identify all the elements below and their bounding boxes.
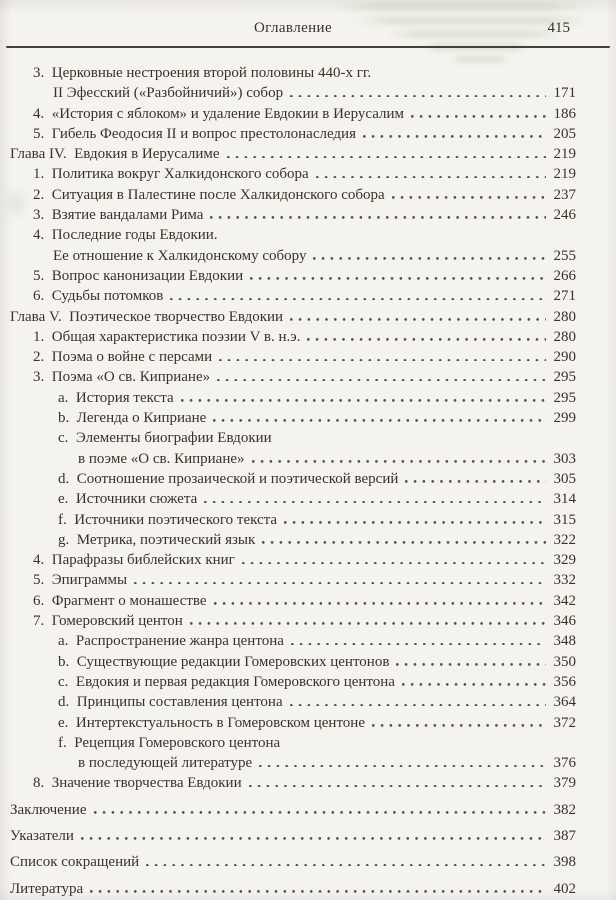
toc-entry-title: Литература bbox=[10, 880, 84, 897]
toc-entry-title: c. Евдокия и первая редакция Гомеровского центона bbox=[58, 673, 395, 690]
toc-entry bbox=[10, 408, 576, 428]
dot-leader bbox=[291, 643, 546, 646]
toc-line bbox=[33, 63, 576, 83]
toc-entry bbox=[10, 307, 576, 327]
dot-leader bbox=[210, 216, 546, 219]
toc-line bbox=[33, 185, 576, 205]
toc-line bbox=[33, 124, 576, 144]
toc-entry bbox=[10, 773, 576, 793]
toc-entry-title: 8. Значение творчества Евдокии bbox=[33, 775, 242, 792]
toc-entry bbox=[10, 800, 576, 820]
toc-line bbox=[33, 550, 576, 570]
dot-leader bbox=[213, 419, 546, 422]
folio-page-number: 415 bbox=[547, 20, 570, 36]
toc-line bbox=[33, 286, 576, 306]
dot-leader bbox=[134, 582, 546, 585]
dot-leader bbox=[219, 359, 546, 362]
toc-entry-title: Заключение bbox=[10, 801, 87, 818]
toc-entry bbox=[10, 591, 576, 611]
toc-page-number: 364 bbox=[553, 694, 576, 711]
toc-line bbox=[58, 530, 576, 550]
toc-entry-title: Глава IV. Евдокия в Иерусалиме bbox=[10, 146, 220, 163]
toc-page-number: 290 bbox=[553, 349, 576, 366]
toc-entry-title: f. Рецепция Гомеровского центона bbox=[58, 734, 281, 751]
dot-leader bbox=[262, 541, 546, 544]
toc-entry bbox=[10, 428, 576, 469]
toc-line bbox=[33, 225, 576, 245]
toc-entry bbox=[10, 388, 576, 408]
toc-page-number: 219 bbox=[553, 146, 576, 163]
toc-page-number: 305 bbox=[553, 470, 576, 487]
toc-entry-title: b. Легенда о Киприане bbox=[58, 410, 207, 427]
toc-entry bbox=[10, 652, 576, 672]
dot-leader bbox=[405, 480, 546, 483]
toc-page-number: 314 bbox=[553, 491, 576, 508]
dot-leader bbox=[290, 95, 546, 98]
toc-line bbox=[58, 469, 576, 489]
toc-page-number: 205 bbox=[553, 125, 576, 142]
toc-entry bbox=[10, 530, 576, 550]
toc-entry bbox=[10, 469, 576, 489]
toc-line bbox=[58, 672, 576, 692]
dot-leader bbox=[290, 318, 546, 321]
toc-entry-title: Список сокращений bbox=[10, 854, 140, 871]
toc-entry bbox=[10, 144, 576, 164]
dot-leader bbox=[396, 663, 546, 666]
toc-line bbox=[33, 104, 576, 124]
toc-page-number: 186 bbox=[553, 105, 576, 122]
dot-leader bbox=[81, 837, 546, 840]
dot-leader bbox=[290, 704, 546, 707]
toc-entry-title: a. История текста bbox=[58, 389, 174, 406]
toc-entry-title: в последующей литературе bbox=[78, 755, 253, 772]
toc-entry-title: 5. Гибель Феодосия II и вопрос престолонаследия bbox=[33, 125, 356, 142]
toc-line bbox=[58, 713, 576, 733]
toc-line bbox=[33, 773, 576, 793]
dot-leader bbox=[252, 460, 546, 463]
toc-page-number: 329 bbox=[553, 552, 576, 569]
toc-entry bbox=[10, 63, 576, 104]
toc-entry bbox=[10, 489, 576, 509]
toc-page-number: 271 bbox=[553, 288, 576, 305]
dot-leader bbox=[392, 196, 546, 199]
toc-page-number: 295 bbox=[553, 389, 576, 406]
toc-entry bbox=[10, 713, 576, 733]
toc-page-number: 372 bbox=[553, 714, 576, 731]
toc-line bbox=[33, 83, 576, 103]
toc-entry-title: 4. Парафразы библейских книг bbox=[33, 552, 235, 569]
toc-entry bbox=[10, 347, 576, 367]
toc-line bbox=[58, 408, 576, 428]
toc-entry-title: 2. Ситуация в Палестине после Халкидонского собора bbox=[33, 186, 385, 203]
toc-page-number: 266 bbox=[553, 267, 576, 284]
toc-entry-title: II Эфесский («Разбойничий») собор bbox=[53, 85, 284, 102]
toc-page-number: 295 bbox=[553, 369, 576, 386]
toc-line bbox=[58, 753, 576, 773]
toc-entry-title: 3. Поэма «О св. Киприане» bbox=[33, 369, 211, 386]
toc-line bbox=[58, 631, 576, 651]
dot-leader bbox=[402, 683, 546, 686]
toc-page-number: 171 bbox=[553, 85, 576, 102]
dot-leader bbox=[90, 890, 546, 893]
dot-leader bbox=[227, 156, 546, 159]
dot-leader bbox=[217, 379, 546, 382]
toc-page-number: 280 bbox=[553, 308, 576, 325]
toc-entry bbox=[10, 104, 576, 124]
toc-entry-title: 4. Последние годы Евдокии. bbox=[33, 227, 218, 244]
toc-line bbox=[58, 652, 576, 672]
toc-entry-title: 7. Гомеровский центон bbox=[33, 613, 183, 630]
toc-entry-title: c. Элементы биографии Евдокии bbox=[58, 430, 272, 447]
dot-leader bbox=[259, 765, 546, 768]
dot-leader bbox=[363, 135, 546, 138]
toc-line bbox=[10, 879, 576, 899]
toc-line bbox=[58, 428, 576, 448]
toc-line bbox=[33, 570, 576, 590]
toc-page-number: 346 bbox=[553, 613, 576, 630]
toc-entry-title: d. Соотношение прозаической и поэтической версий bbox=[58, 470, 399, 487]
dot-leader bbox=[94, 811, 547, 814]
toc-page-number: 303 bbox=[553, 450, 576, 467]
toc-line bbox=[33, 327, 576, 347]
toc-entry-title: 1. Общая характеристика поэзии V в. н.э. bbox=[33, 328, 301, 345]
toc-page-number: 255 bbox=[553, 247, 576, 264]
dot-leader bbox=[307, 338, 546, 341]
toc-page-number: 350 bbox=[553, 653, 576, 670]
toc-entry-title: 5. Эпиграммы bbox=[33, 572, 128, 589]
toc-line bbox=[10, 800, 576, 820]
toc-list bbox=[0, 47, 616, 899]
toc-entry bbox=[10, 205, 576, 225]
toc-entry-title: 6. Судьбы потомков bbox=[33, 288, 164, 305]
dot-leader bbox=[372, 724, 546, 727]
toc-line bbox=[33, 246, 576, 266]
toc-line bbox=[58, 733, 576, 753]
toc-page-number: 246 bbox=[553, 207, 576, 224]
toc-entry-title: 3. Взятие вандалами Рима bbox=[33, 207, 204, 224]
toc-entry-title: Указатели bbox=[10, 827, 74, 844]
toc-page-number: 376 bbox=[553, 755, 576, 772]
toc-entry bbox=[10, 266, 576, 286]
toc-page-number: 280 bbox=[553, 328, 576, 345]
toc-entry bbox=[10, 631, 576, 651]
toc-page-number: 348 bbox=[553, 633, 576, 650]
toc-entry-title: e. Интертекстуальность в Гомеровском центоне bbox=[58, 714, 365, 731]
toc-entry-title: Глава V. Поэтическое творчество Евдокии bbox=[10, 308, 284, 325]
toc-line bbox=[33, 205, 576, 225]
toc-entry-title: 1. Политика вокруг Халкидонского собора bbox=[33, 166, 309, 183]
toc-page-number: 299 bbox=[553, 410, 576, 427]
toc-entry bbox=[10, 550, 576, 570]
toc-line bbox=[58, 510, 576, 530]
toc-entry-title: f. Источники поэтического текста bbox=[58, 511, 278, 528]
dot-leader bbox=[190, 622, 546, 625]
toc-entry-title: в поэме «О св. Киприане» bbox=[78, 450, 245, 467]
dot-leader bbox=[284, 521, 546, 524]
toc-page-number: 219 bbox=[553, 166, 576, 183]
toc-page-number: 382 bbox=[553, 801, 576, 818]
toc-entry bbox=[10, 672, 576, 692]
toc-page-number: 356 bbox=[553, 673, 576, 690]
toc-entry-title: 3. Церковные нестроения второй половины 440-х гг. bbox=[33, 65, 372, 81]
dot-leader bbox=[170, 298, 546, 301]
toc-line bbox=[33, 591, 576, 611]
toc-line bbox=[58, 388, 576, 408]
toc-line bbox=[10, 307, 576, 327]
toc-line bbox=[58, 692, 576, 712]
toc-entry-title: e. Источники сюжета bbox=[58, 491, 198, 508]
toc-line bbox=[10, 852, 576, 872]
toc-entry bbox=[10, 733, 576, 774]
toc-line bbox=[33, 347, 576, 367]
toc-line bbox=[33, 266, 576, 286]
dot-leader bbox=[249, 785, 546, 788]
toc-line bbox=[33, 611, 576, 631]
toc-page-number: 237 bbox=[553, 186, 576, 203]
toc-line bbox=[10, 144, 576, 164]
toc-page-number: 398 bbox=[553, 854, 576, 871]
toc-entry bbox=[10, 225, 576, 266]
toc-page-number: 342 bbox=[553, 592, 576, 609]
dot-leader bbox=[316, 176, 546, 179]
dot-leader bbox=[204, 501, 546, 504]
dot-leader bbox=[181, 399, 546, 402]
toc-entry-title: 5. Вопрос канонизации Евдокии bbox=[33, 267, 244, 284]
toc-page-number: 332 bbox=[553, 572, 576, 589]
toc-page-number: 322 bbox=[553, 531, 576, 548]
toc-entry bbox=[10, 570, 576, 590]
toc-entry bbox=[10, 286, 576, 306]
toc-page-number: 402 bbox=[553, 880, 576, 897]
toc-entry bbox=[10, 826, 576, 846]
dot-leader bbox=[313, 257, 546, 260]
toc-line bbox=[33, 367, 576, 387]
toc-entry bbox=[10, 611, 576, 631]
toc-entry-title: 2. Поэма о войне с персами bbox=[33, 349, 213, 366]
toc-page-number: 379 bbox=[553, 775, 576, 792]
toc-entry bbox=[10, 164, 576, 184]
toc-line bbox=[58, 449, 576, 469]
running-head-title: Оглавление bbox=[253, 20, 333, 36]
toc-entry bbox=[10, 879, 576, 899]
toc-entry bbox=[10, 367, 576, 387]
toc-entry-title: g. Метрика, поэтический язык bbox=[58, 531, 256, 548]
toc-entry-title: d. Принципы составления центона bbox=[58, 694, 283, 711]
dot-leader bbox=[411, 115, 546, 118]
dot-leader bbox=[214, 602, 546, 605]
dot-leader bbox=[242, 562, 546, 565]
toc-entry-title: a. Распространение жанра центона bbox=[58, 633, 284, 650]
toc-entry-title: 4. «История с яблоком» и удаление Евдокии в Иерусалим bbox=[33, 105, 405, 122]
toc-entry bbox=[10, 510, 576, 530]
toc-line bbox=[10, 826, 576, 846]
toc-entry bbox=[10, 327, 576, 347]
toc-page-number: 315 bbox=[553, 511, 576, 528]
toc-line bbox=[33, 164, 576, 184]
toc-entry bbox=[10, 852, 576, 872]
toc-entry bbox=[10, 124, 576, 144]
dot-leader bbox=[250, 277, 546, 280]
toc-page-number: 387 bbox=[553, 827, 576, 844]
page-header bbox=[0, 0, 616, 47]
toc-entry bbox=[10, 185, 576, 205]
toc-entry-title: b. Существующие редакции Гомеровских центонов bbox=[58, 653, 390, 670]
toc-entry-title: 6. Фрагмент о монашестве bbox=[33, 592, 207, 609]
toc-line bbox=[58, 489, 576, 509]
toc-entry-title: Ее отношение к Халкидонскому собору bbox=[53, 247, 307, 264]
toc-entry bbox=[10, 692, 576, 712]
dot-leader bbox=[146, 864, 546, 867]
